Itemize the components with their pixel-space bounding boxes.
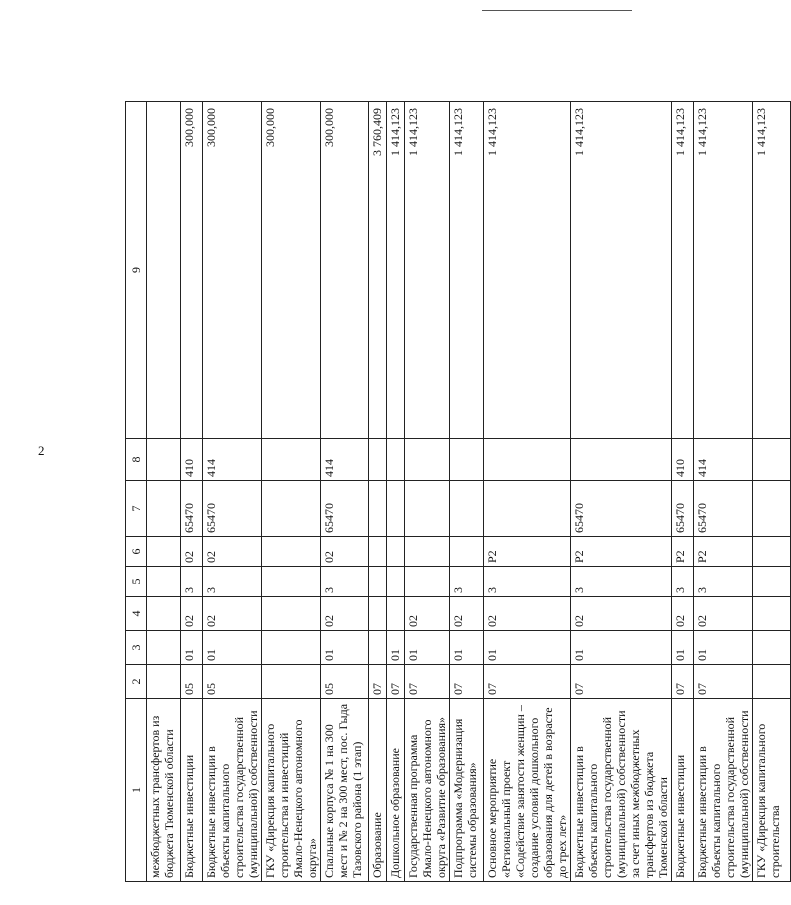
code-cell: 01 xyxy=(387,631,405,665)
row-label-cell: Бюджетные инвестиции в объекты капитального строительства государственной (муниципальной) собственности за счет иных межбюджетных трансфертов из бюджета Тюменской области xyxy=(571,699,672,882)
code-cell: 07 xyxy=(387,665,405,699)
top-rule xyxy=(482,10,632,11)
code-cell: 02 xyxy=(672,597,694,631)
table-row xyxy=(321,102,369,882)
code-cell xyxy=(484,439,571,481)
code-cell: 07 xyxy=(571,665,672,699)
code-cell xyxy=(147,537,181,567)
code-cell: 05 xyxy=(203,665,262,699)
code-cell xyxy=(147,481,181,537)
code-cell xyxy=(147,665,181,699)
code-cell: 02 xyxy=(484,597,571,631)
code-cell: 02 xyxy=(450,597,484,631)
code-cell: 07 xyxy=(672,665,694,699)
code-cell: P2 xyxy=(571,537,672,567)
code-cell: 414 xyxy=(694,439,753,481)
code-cell xyxy=(405,439,450,481)
code-cell xyxy=(369,567,387,597)
code-cell xyxy=(753,631,791,665)
code-cell xyxy=(387,537,405,567)
table-row xyxy=(181,102,203,882)
code-cell xyxy=(147,597,181,631)
code-cell xyxy=(262,567,321,597)
code-cell xyxy=(753,597,791,631)
column-header: 6 xyxy=(126,537,147,567)
code-cell: 3 xyxy=(203,567,262,597)
code-cell: 01 xyxy=(321,631,369,665)
code-cell xyxy=(405,567,450,597)
column-header: 9 xyxy=(126,102,147,439)
table-row xyxy=(147,102,181,882)
amount-cell: 1 414,123 xyxy=(450,102,484,439)
code-cell: 3 xyxy=(450,567,484,597)
table-row xyxy=(753,102,791,882)
table-row xyxy=(203,102,262,882)
code-cell: 02 xyxy=(405,597,450,631)
page-number: 2 xyxy=(38,443,45,458)
code-cell xyxy=(369,481,387,537)
code-cell xyxy=(369,537,387,567)
code-cell: 410 xyxy=(672,439,694,481)
row-label-cell: Бюджетные инвестиции xyxy=(181,699,203,882)
row-label-cell: Бюджетные инвестиции xyxy=(672,699,694,882)
code-cell: 01 xyxy=(571,631,672,665)
table-row xyxy=(484,102,571,882)
code-cell xyxy=(369,631,387,665)
column-header: 2 xyxy=(126,665,147,699)
row-label-cell: ГКУ «Дирекция капитального строительства xyxy=(753,699,791,882)
code-cell: 07 xyxy=(369,665,387,699)
code-cell: 01 xyxy=(181,631,203,665)
code-cell: 05 xyxy=(321,665,369,699)
amount-cell: 1 414,123 xyxy=(672,102,694,439)
code-cell xyxy=(262,537,321,567)
code-cell: 02 xyxy=(203,597,262,631)
code-cell: 01 xyxy=(405,631,450,665)
row-label-cell: Дошкольное образование xyxy=(387,699,405,882)
column-header: 1 xyxy=(126,699,147,882)
code-cell xyxy=(262,631,321,665)
code-cell xyxy=(450,537,484,567)
code-cell xyxy=(405,481,450,537)
code-cell: 02 xyxy=(321,597,369,631)
amount-cell xyxy=(147,102,181,439)
code-cell: P2 xyxy=(484,537,571,567)
code-cell: 01 xyxy=(203,631,262,665)
code-cell: 02 xyxy=(571,597,672,631)
code-cell: 65470 xyxy=(321,481,369,537)
code-cell: 3 xyxy=(484,567,571,597)
column-header: 4 xyxy=(126,597,147,631)
code-cell xyxy=(450,439,484,481)
code-cell: 02 xyxy=(694,597,753,631)
code-cell xyxy=(387,439,405,481)
code-cell xyxy=(753,439,791,481)
amount-cell: 300,000 xyxy=(203,102,262,439)
row-label-cell: Подпрограмма «Модернизация системы образования» xyxy=(450,699,484,882)
code-cell xyxy=(369,439,387,481)
code-cell xyxy=(262,481,321,537)
code-cell: 3 xyxy=(321,567,369,597)
row-label-cell: Бюджетные инвестиции в объекты капитального строительства государственной (муниципальной) собственности xyxy=(694,699,753,882)
code-cell: 3 xyxy=(672,567,694,597)
amount-cell: 1 414,123 xyxy=(405,102,450,439)
code-cell: 07 xyxy=(405,665,450,699)
code-cell xyxy=(387,481,405,537)
code-cell: 02 xyxy=(181,597,203,631)
table-row xyxy=(387,102,405,882)
amount-cell: 1 414,123 xyxy=(694,102,753,439)
code-cell xyxy=(753,537,791,567)
code-cell: 65470 xyxy=(181,481,203,537)
table-row xyxy=(262,102,321,882)
code-cell xyxy=(387,597,405,631)
code-cell xyxy=(369,597,387,631)
code-cell: 65470 xyxy=(203,481,262,537)
amount-cell: 300,000 xyxy=(321,102,369,439)
row-label-cell: межбюджетных трансфертов из бюджета Тюменской области xyxy=(147,699,181,882)
table-row xyxy=(450,102,484,882)
column-header: 7 xyxy=(126,481,147,537)
amount-cell: 1 414,123 xyxy=(753,102,791,439)
code-cell xyxy=(753,567,791,597)
row-label-cell: Бюджетные инвестиции в объекты капитального строительства государственной (муниципальной) собственности xyxy=(203,699,262,882)
rotated-table-container xyxy=(125,102,782,882)
code-cell: 01 xyxy=(694,631,753,665)
row-label-cell: Основное мероприятие «Региональный проект «Содействие занятости женщин – создание условий дошкольного образования для детей в возрасте до трех лет» xyxy=(484,699,571,882)
code-cell xyxy=(147,439,181,481)
code-cell: 02 xyxy=(203,537,262,567)
code-cell xyxy=(262,597,321,631)
amount-cell: 1 414,123 xyxy=(571,102,672,439)
code-cell: 01 xyxy=(450,631,484,665)
code-cell: 01 xyxy=(484,631,571,665)
code-cell: 07 xyxy=(450,665,484,699)
amount-cell: 300,000 xyxy=(262,102,321,439)
code-cell: 65470 xyxy=(571,481,672,537)
code-cell: 07 xyxy=(694,665,753,699)
amount-cell: 3 760,409 xyxy=(369,102,387,439)
code-cell: 01 xyxy=(672,631,694,665)
code-cell: 410 xyxy=(181,439,203,481)
code-cell: 3 xyxy=(181,567,203,597)
code-cell xyxy=(147,631,181,665)
table-row xyxy=(694,102,753,882)
table-row xyxy=(571,102,672,882)
code-cell: P2 xyxy=(694,537,753,567)
code-cell: 65470 xyxy=(672,481,694,537)
code-cell xyxy=(147,567,181,597)
code-cell xyxy=(387,567,405,597)
amount-cell: 1 414,123 xyxy=(387,102,405,439)
table-row xyxy=(369,102,387,882)
code-cell xyxy=(450,481,484,537)
budget-table xyxy=(125,101,791,882)
row-label-cell: Образование xyxy=(369,699,387,882)
code-cell: 414 xyxy=(203,439,262,481)
row-label-cell: Спальные корпуса № 1 на 300 мест и № 2 на 300 мест, пос. Гыда Тазовского района (1 этап) xyxy=(321,699,369,882)
column-header: 5 xyxy=(126,567,147,597)
amount-cell: 1 414,123 xyxy=(484,102,571,439)
code-cell xyxy=(571,439,672,481)
amount-cell: 300,000 xyxy=(181,102,203,439)
code-cell: 02 xyxy=(321,537,369,567)
code-cell: 65470 xyxy=(694,481,753,537)
code-cell: 414 xyxy=(321,439,369,481)
table-header-row xyxy=(126,102,147,882)
column-header: 8 xyxy=(126,439,147,481)
row-label-cell: Государственная программа Ямало-Ненецкого автономного округа «Развитие образования» xyxy=(405,699,450,882)
row-label-cell: ГКУ «Дирекция капитального строительства и инвестиций Ямало-Ненецкого автономного округа» xyxy=(262,699,321,882)
code-cell: 02 xyxy=(181,537,203,567)
code-cell: 05 xyxy=(181,665,203,699)
code-cell xyxy=(405,537,450,567)
code-cell: 07 xyxy=(484,665,571,699)
code-cell: P2 xyxy=(672,537,694,567)
code-cell xyxy=(753,481,791,537)
code-cell: 3 xyxy=(694,567,753,597)
table-row xyxy=(405,102,450,882)
column-header: 3 xyxy=(126,631,147,665)
table-row xyxy=(672,102,694,882)
code-cell xyxy=(262,439,321,481)
code-cell: 3 xyxy=(571,567,672,597)
code-cell xyxy=(484,481,571,537)
code-cell xyxy=(262,665,321,699)
code-cell xyxy=(753,665,791,699)
